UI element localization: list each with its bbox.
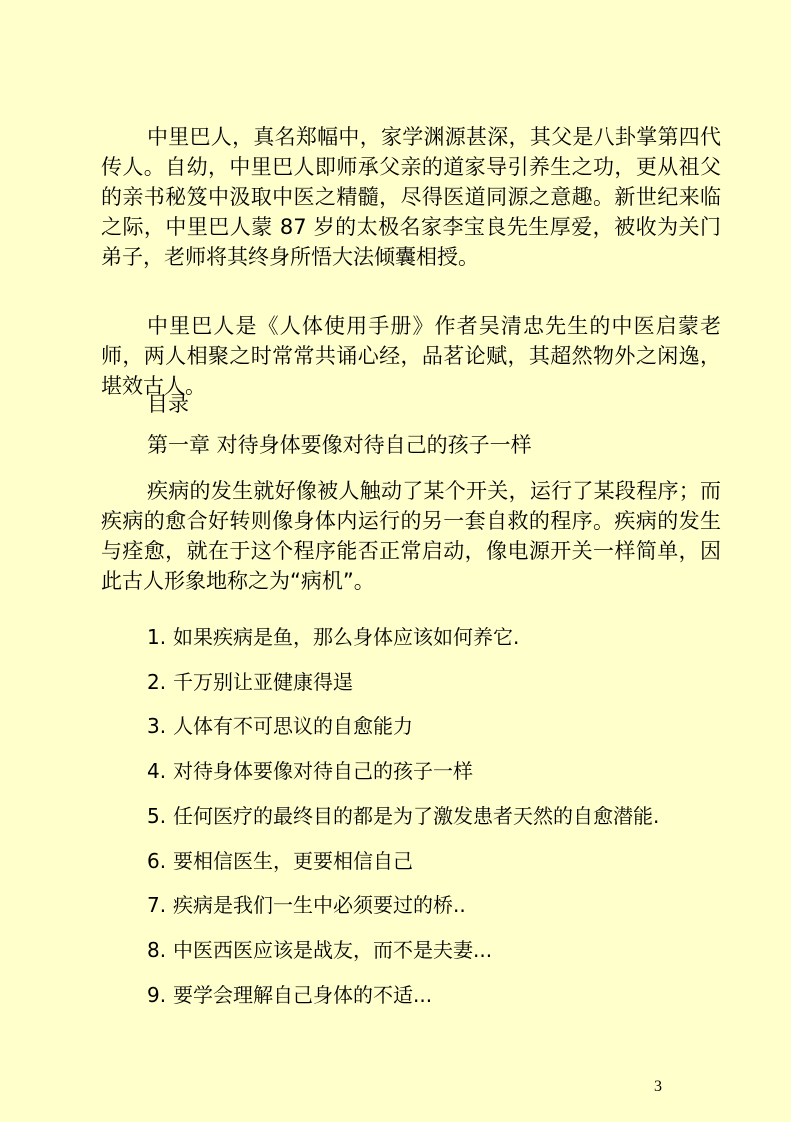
toc-item-text: 要相信医生，更要相信自己 xyxy=(173,849,413,873)
toc-item xyxy=(147,890,466,920)
toc-item xyxy=(147,622,519,652)
toc-item xyxy=(147,667,353,697)
toc-item-text: 千万别让亚健康得逞 xyxy=(173,670,353,694)
toc-title: 目录 xyxy=(147,392,189,416)
toc-item-number: 1. xyxy=(147,625,167,649)
toc-item-number: 6. xyxy=(147,849,167,873)
page-number: 3 xyxy=(654,1078,662,1095)
toc-item xyxy=(147,846,413,876)
toc-item-text: 任何医疗的最终目的都是为了激发患者天然的自愈潜能. xyxy=(173,804,660,828)
toc-item-text: 要学会理解自己身体的不适... xyxy=(173,983,433,1007)
toc-item-text: 如果疾病是鱼，那么身体应该如何养它. xyxy=(173,625,520,649)
toc-item-number: 8. xyxy=(147,938,167,962)
toc-item xyxy=(147,801,659,831)
toc-item xyxy=(147,711,413,741)
intro-paragraph-1: 中里巴人，真名郑幅中，家学渊源甚深，其父是八卦掌第四代传人。自幼，中里巴人即师承父亲的道家导引养生之功，更从祖父的亲书秘笈中汲取中医之精髓，尽得医道同源之意趣。新世纪来临之际，中里巴人蒙 87 岁的太极名家李宝良先生厚爱，被收为关门弟子，老师将其终身所悟大法倾囊相授。 xyxy=(101,125,721,269)
toc-item-number: 2. xyxy=(147,670,167,694)
toc-item-number: 4. xyxy=(147,759,167,783)
toc-item-number: 3. xyxy=(147,714,167,738)
chapter-intro-paragraph: 疾病的发生就好像被人触动了某个开关，运行了某段程序；而疾病的愈合好转则像身体内运行的另一套自救的程序。疾病的发生与痊愈，就在于这个程序能否正常启动，像电源开关一样简单，因此古人形象地称之为“病机”。 xyxy=(101,479,721,593)
toc-item-text: 对待身体要像对待自己的孩子一样 xyxy=(173,759,473,783)
toc-item-number: 7. xyxy=(147,893,167,917)
toc-item xyxy=(147,980,432,1010)
toc-item-number: 5. xyxy=(147,804,167,828)
intro-paragraph-2: 中里巴人是《人体使用手册》作者吴清忠先生的中医启蒙老师，两人相聚之时常常共诵心经，品茗论赋，其超然物外之闲逸，堪效古人。 xyxy=(101,314,721,398)
chapter-heading: 第一章 对待身体要像对待自己的孩子一样 xyxy=(147,433,532,457)
toc-item-text: 疾病是我们一生中必须要过的桥.. xyxy=(173,893,466,917)
toc-item-text: 中医西医应该是战友，而不是夫妻... xyxy=(173,938,493,962)
toc-item-number: 9. xyxy=(147,983,167,1007)
toc-item xyxy=(147,935,492,965)
toc-item xyxy=(147,756,473,786)
toc-item-text: 人体有不可思议的自愈能力 xyxy=(173,714,413,738)
